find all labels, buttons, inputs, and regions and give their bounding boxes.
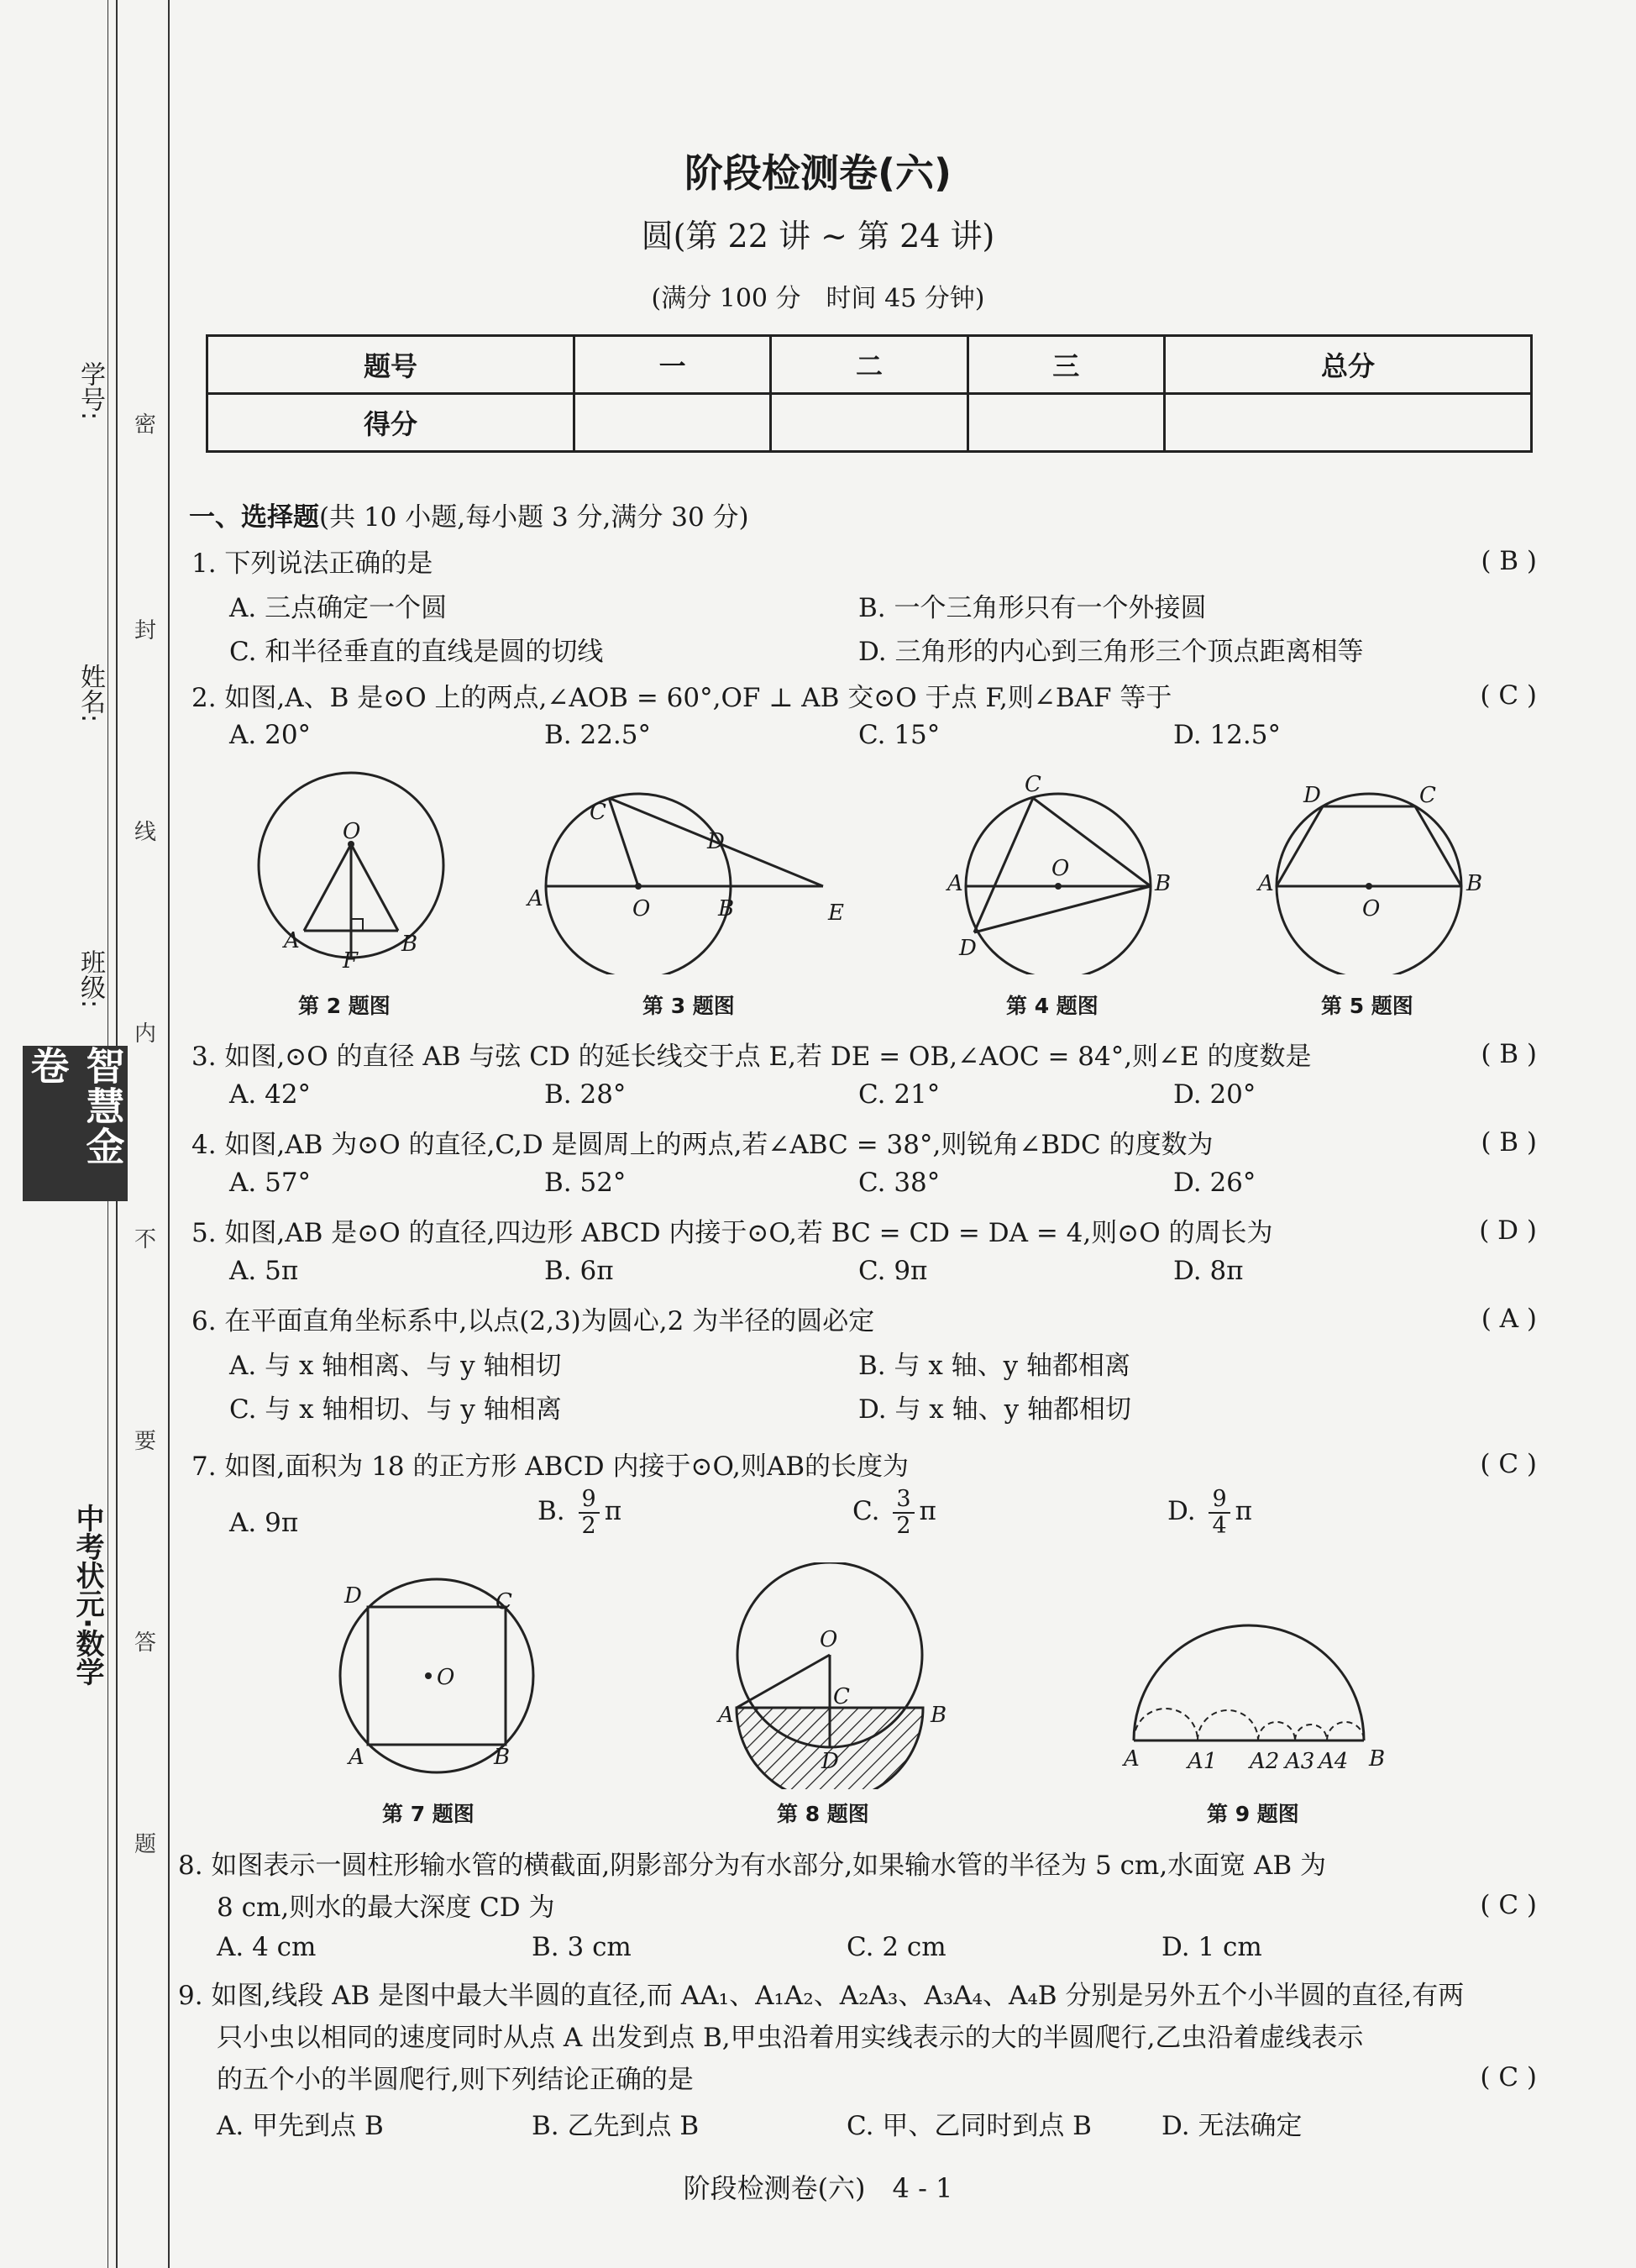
section-title: 一、选择题 [189,502,319,533]
option: B. 6π [544,1256,614,1286]
option: B. 与 x 轴、y 轴都相离 [858,1351,1131,1381]
answer-mark: ( D ) [1479,1215,1537,1246]
option: D. 8π [1173,1256,1244,1286]
student-id-label: 学号: [76,361,105,421]
denominator: 2 [896,1512,911,1539]
point-label: O [632,896,651,921]
option: B. 一个三角形只有一个外接圆 [858,593,1207,623]
point-label: D [821,1749,839,1774]
option-label: D. [1167,1496,1196,1527]
seal-char: 要 [134,1429,157,1454]
point-label: D [707,829,725,854]
answer-mark: ( C ) [1480,2062,1537,2092]
option: D. 无法确定 [1161,2111,1303,2141]
table-cell: 二 [771,336,967,394]
option: C. 2 cm [847,1932,946,1962]
option [1167,1487,1252,1538]
point-label: A [527,886,543,911]
logo: 智慧金卷 [23,1046,128,1201]
figure-caption: 第 8 题图 [777,1802,869,1826]
figure-7 [340,1579,533,1772]
seal-char: 密 [134,412,157,438]
option [537,1487,621,1538]
point-label: B [401,932,418,957]
point-label: C [496,1589,512,1614]
option: C. 9π [858,1256,928,1286]
point-label: B [494,1745,511,1770]
point-label: D [959,936,977,961]
figure-caption: 第 4 题图 [1006,994,1099,1018]
answer-mark: ( B ) [1481,546,1537,576]
question-stem: 6. 在平面直角坐标系中,以点(2,3)为圆心,2 为半径的圆必定 [191,1306,875,1336]
figure-4 [946,772,1171,974]
option: D. 12.5° [1173,720,1281,750]
answer-mark: ( B ) [1481,1039,1537,1069]
point-label: A3 [1285,1749,1315,1774]
seal-char: 答 [134,1630,157,1656]
score-input-cell[interactable] [574,394,770,452]
pi-symbol: π [919,1496,936,1527]
point-label: A4 [1319,1749,1349,1774]
numerator: 3 [893,1487,914,1514]
figures-row-1 [244,756,1503,974]
point-label: C [833,1684,850,1709]
seal-char: 题 [134,1832,157,1857]
option: B. 3 cm [532,1932,632,1962]
fraction [1209,1487,1230,1538]
point-label: A [718,1703,734,1728]
option: A. 20° [229,720,312,750]
point-label: A [349,1745,364,1770]
point-label: O [1362,896,1381,921]
exam-meta: (满分 100 分 时间 45 分钟) [651,284,985,313]
table-cell: 一 [574,336,770,394]
question-stem: 8 cm,则水的最大深度 CD 为 [217,1893,555,1923]
numerator: 9 [579,1487,600,1514]
figures-row-2 [319,1562,1495,1789]
option: A. 与 x 轴相离、与 y 轴相切 [229,1351,562,1381]
brand-label: 中考状元·数学 [71,1504,104,1686]
answer-mark: ( C ) [1480,1449,1537,1479]
question-stem: 2. 如图,A、B 是⊙O 上的两点,∠AOB = 60°,OF ⊥ AB 交⊙O 于点 F,则∠BAF 等于 [191,683,1172,713]
denominator: 4 [1212,1512,1227,1539]
binding-margin [0,0,168,2268]
seal-char: 封 [134,618,157,643]
point-label: A2 [1250,1749,1280,1774]
point-label: A [1124,1746,1140,1772]
option: A. 42° [229,1079,312,1110]
page-footer: 阶段检测卷(六) 4 - 1 [683,2172,953,2204]
figure-caption: 第 5 题图 [1321,994,1413,1018]
section-note: (共 10 小题,每小题 3 分,满分 30 分) [319,502,749,533]
section-heading [189,496,749,533]
point-label: A [1258,871,1274,896]
point-label: C [1419,783,1436,808]
point-label: F [343,948,359,974]
point-label: A1 [1188,1749,1218,1774]
option: A. 57° [229,1168,312,1198]
question-stem: 4. 如图,AB 为⊙O 的直径,C,D 是圆周上的两点,若∠ABC = 38°,则锐角∠BDC 的度数为 [191,1130,1214,1160]
seal-char: 内 [134,1021,157,1047]
option: A. 9π [229,1508,299,1538]
point-label: B [1466,871,1483,896]
option: C. 甲、乙同时到点 B [847,2111,1092,2141]
question-stem: 5. 如图,AB 是⊙O 的直径,四边形 ABCD 内接于⊙O,若 BC = CD = DA = 4,则⊙O 的周长为 [191,1218,1273,1248]
table-cell: 总分 [1164,336,1531,394]
table-cell: 得分 [207,394,574,452]
answer-mark: ( C ) [1480,680,1537,711]
pi-symbol: π [604,1496,622,1527]
figure-8 [716,1562,946,1789]
name-label: 姓名: [76,664,105,723]
score-table-header-row [207,336,1532,394]
margin-rule [168,0,170,2268]
point-label: B [1155,871,1172,896]
score-input-cell[interactable] [771,394,967,452]
answer-mark: ( B ) [1481,1127,1537,1158]
point-label: O [343,819,361,844]
denominator: 2 [581,1512,596,1539]
question-stem: 的五个小的半圆爬行,则下列结论正确的是 [217,2065,694,2095]
figure-2 [259,773,443,974]
point-label: A [947,871,963,896]
point-label: B [1369,1746,1386,1772]
point-label: C [590,800,606,825]
score-input-cell[interactable] [1164,394,1531,452]
seal-char: 不 [134,1227,157,1252]
option: B. 22.5° [544,720,652,750]
point-label: D [1303,783,1321,808]
figure-caption: 第 3 题图 [642,994,735,1018]
seal-char: 线 [134,820,157,845]
pi-symbol: π [1235,1496,1253,1527]
question-stem: 9. 如图,线段 AB 是图中最大半圆的直径,而 AA₁、A₁A₂、A₂A₃、A₃A₄、A₄B 分别是另外五个小半圆的直径,有两 [178,1981,1465,2011]
figure-caption: 第 9 题图 [1207,1802,1299,1826]
point-label: O [1051,856,1070,881]
option: B. 52° [544,1168,627,1198]
figure-caption: 第 7 题图 [382,1802,475,1826]
option-label: C. [852,1496,880,1527]
table-cell: 三 [967,336,1164,394]
option: D. 26° [1173,1168,1256,1198]
option: A. 4 cm [217,1932,317,1962]
score-table-score-row [207,394,1532,452]
option: B. 28° [544,1079,627,1110]
point-label: E [828,900,844,926]
option: D. 1 cm [1161,1932,1262,1962]
point-label: O [437,1665,455,1690]
answer-mark: ( C ) [1480,1890,1537,1920]
option: C. 38° [858,1168,941,1198]
option: B. 乙先到点 B [532,2111,700,2141]
score-input-cell[interactable] [967,394,1164,452]
point-label: D [344,1583,362,1609]
option: A. 甲先到点 B [217,2111,384,2141]
option: C. 21° [858,1079,941,1110]
question-stem: 3. 如图,⊙O 的直径 AB 与弦 CD 的延长线交于点 E,若 DE = OB,∠AOC = 84°,则∠E 的度数是 [191,1042,1312,1072]
class-label: 班级: [76,949,105,1009]
figure-9 [1122,1625,1385,1774]
option: A. 5π [229,1256,299,1286]
figure-caption: 第 2 题图 [298,994,391,1018]
option: D. 三角形的内心到三角形三个顶点距离相等 [858,637,1364,667]
question-stem: 只小虫以相同的速度同时从点 A 出发到点 B,甲虫沿着用实线表示的大的半圆爬行,乙虫沿着虚线表示 [217,2023,1364,2053]
question-stem: 8. 如图表示一圆柱形输水管的横截面,阴影部分为有水部分,如果输水管的半径为 5 cm,水面宽 AB 为 [178,1851,1327,1881]
page-title: 阶段检测卷(六) [684,150,952,196]
option: C. 15° [858,720,941,750]
fraction [893,1487,914,1538]
figure-3 [526,794,844,974]
score-table [206,334,1533,453]
option: C. 与 x 轴相切、与 y 轴相离 [229,1394,562,1425]
option: D. 与 x 轴、y 轴都相切 [858,1394,1132,1425]
point-label: O [820,1627,838,1652]
numerator: 9 [1209,1487,1230,1514]
option-label: B. [537,1496,565,1527]
option: A. 三点确定一个圆 [229,593,448,623]
figure-5 [1256,783,1482,974]
option: C. 和半径垂直的直线是圆的切线 [229,637,604,667]
option: D. 20° [1173,1079,1256,1110]
answer-mark: ( A ) [1481,1304,1537,1334]
table-cell: 题号 [207,336,574,394]
fraction [579,1487,600,1538]
point-label: A [284,928,300,953]
question-stem: 1. 下列说法正确的是 [191,549,433,579]
page-subtitle: 圆(第 22 讲 ~ 第 24 讲) [641,218,995,255]
point-label: B [931,1703,947,1728]
point-label: B [718,896,735,921]
question-stem: 7. 如图,面积为 18 的正方形 ABCD 内接于⊙O,则AB的长度为 [191,1452,910,1482]
option [852,1487,936,1538]
point-label: C [1025,772,1041,797]
